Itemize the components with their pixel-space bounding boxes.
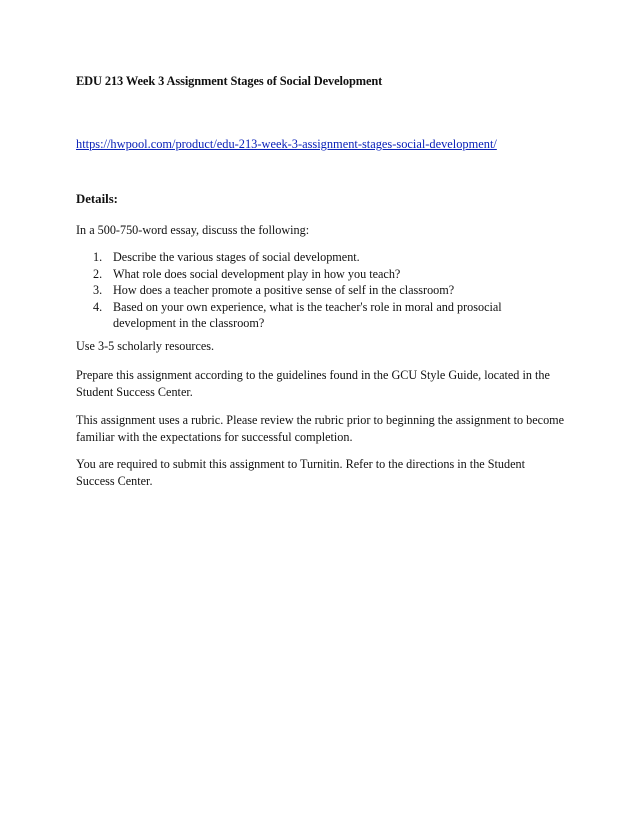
details-heading: Details: <box>76 192 118 206</box>
document-title: EDU 213 Week 3 Assignment Stages of Social Development <box>76 74 383 88</box>
list-item-text: What role does social development play in how you teach? <box>113 266 401 281</box>
product-link[interactable]: https://hwpool.com/product/edu-213-week-3-assignment-stages-social-development/ <box>76 137 497 151</box>
list-number: 2. <box>93 266 103 281</box>
list-item <box>76 266 556 283</box>
list-item <box>76 282 556 299</box>
list-item <box>76 299 556 332</box>
list-item-text: Describe the various stages of social development. <box>113 250 360 264</box>
list-item-text: Based on your own experience, what is the teacher's role in moral and prosocial development in the classroom? <box>113 299 502 330</box>
list-item-text: How does a teacher promote a positive sense of self in the classroom? <box>113 283 455 297</box>
list-number: 3. <box>93 283 103 297</box>
guidelines-paragraph: Prepare this assignment according to the guidelines found in the GCU Style Guide, located in the Student Success Center. <box>76 368 550 399</box>
list-item <box>76 249 556 266</box>
list-number: 4. <box>93 299 103 314</box>
rubric-paragraph: This assignment uses a rubric. Please review the rubric prior to beginning the assignment to become familiar with the expectations for successful completion. <box>76 413 565 444</box>
list-number: 1. <box>93 250 103 264</box>
turnitin-paragraph: You are required to submit this assignment to Turnitin. Refer to the directions in the Student Success Center. <box>76 457 525 488</box>
question-list <box>76 249 556 332</box>
resources-paragraph: Use 3-5 scholarly resources. <box>76 339 215 353</box>
intro-text: In a 500-750-word essay, discuss the following: <box>76 223 310 237</box>
